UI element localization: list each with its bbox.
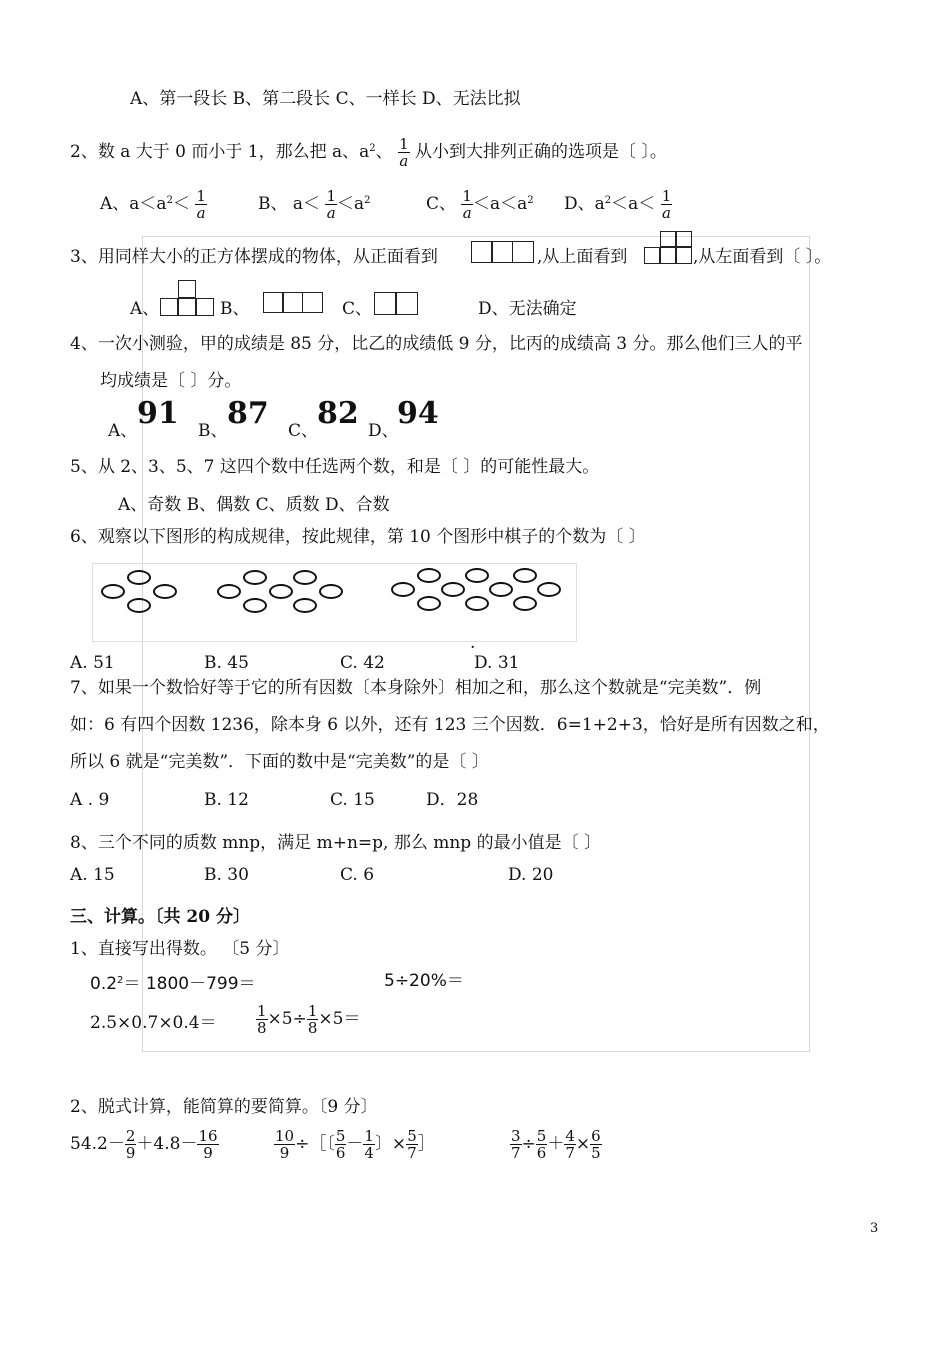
q8-option-a: A. 15 [70, 865, 115, 885]
q4-label-d: D、 [368, 421, 399, 441]
q3-option-c: C、 [342, 299, 373, 319]
section-3-sub-1: 1、直接写出得数。 〔5 分〕 [70, 939, 290, 959]
q5-stem: 5、从 2、3、5、7 这四个数中任选两个数，和是〔 〕的可能性最大。 [70, 457, 600, 477]
q3-option-c-figure [375, 292, 418, 315]
q4-value-a: 91 [137, 396, 179, 431]
q3-option-a-figure [160, 280, 214, 316]
q6-option-d: D. 31 [474, 653, 520, 673]
q4-value-b: 87 [227, 396, 269, 431]
background-frame [142, 236, 810, 1052]
q7-option-c: C. 15 [330, 790, 375, 810]
q6-stem: 6、观察以下图形的构成规律，按此规律，第 10 个图形中棋子的个数为〔 〕 [70, 527, 646, 547]
q7-option-d: D．28 [426, 790, 479, 810]
q3-option-d: D、无法确定 [478, 299, 577, 319]
q4-label-c: C、 [288, 421, 319, 441]
section-3-title: 三、计算。〔共 20 分〕 [70, 907, 250, 927]
q3-top-view-figure [644, 231, 692, 265]
q3-option-b-figure [264, 292, 323, 313]
q6-option-a: A. 51 [70, 653, 115, 673]
q1-options: A、第一段长 B、第二段长 C、一样长 D、无法比拟 [130, 89, 521, 109]
q3-option-b: B、 [220, 299, 250, 319]
q6-dot: . [470, 633, 476, 653]
q8-option-b: B. 30 [204, 865, 249, 885]
q4-label-b: B、 [198, 421, 228, 441]
q7-line-1: 7、如果一个数恰好等于它的所有因数〔本身除外〕相加之和，那么这个数就是“完美数”．例 [70, 678, 762, 698]
q4-label-a: A、 [108, 421, 138, 441]
calc-row-2-b: $\frac{1}{8}$ ×5÷ $\frac{1}{8}$ ×5＝ [257, 1002, 361, 1037]
q7-option-a: A . 9 [70, 790, 110, 810]
q8-stem: 8、三个不同的质数 mnp，满足 m+n=p, 那么 mnp 的最小值是〔 〕 [70, 833, 601, 853]
q7-line-2: 如：6 有四个因数 1236，除本身 6 以外，还有 123 三个因数．6=1+2+3，恰好是所有因数之和， [70, 715, 830, 735]
q7-option-b: B. 12 [204, 790, 249, 810]
calc-row-1-c: 5÷20%＝ [384, 971, 464, 991]
q8-option-d: D. 20 [508, 865, 554, 885]
q6-option-c: C. 42 [340, 653, 385, 673]
section-3-sub-2: 2、脱式计算，能简算的要简算。〔9 分〕 [70, 1097, 378, 1117]
q6-pattern-figures [92, 563, 577, 642]
q4-line-2: 均成绩是〔 〕分。 [100, 371, 242, 391]
q8-option-c: C. 6 [340, 865, 375, 885]
q4-line-1: 4、一次小测验，甲的成绩是 85 分，比乙的成绩低 9 分，比丙的成绩高 3 分。那么他们三人的平 [70, 334, 803, 354]
q4-value-c: 82 [317, 396, 359, 431]
q6-option-b: B. 45 [204, 653, 249, 673]
expr-1: 54.2－ $\frac{2}{9}$ ＋4.8－ $\frac{16}{9}$ [70, 1127, 218, 1162]
q5-options: A、奇数 B、偶数 C、质数 D、合数 [118, 495, 390, 515]
q2-option-b: B、 a＜ $\frac{1}{a}$ $<a^2$ [258, 187, 371, 222]
q2-option-d: D、$a^2<a<$ $\frac{1}{a}$ [564, 187, 672, 222]
q3-stem-a: 3、用同样大小的正方体摆成的物体，从正面看到 [70, 247, 438, 267]
expr-3: $\frac{3}{7}$ ÷ $\frac{5}{6}$ ＋ $\frac{4}{7}$ × $\frac{6}{5}$ [511, 1127, 601, 1162]
q3-stem-c: ,从左面看到〔 〕。 [693, 247, 832, 267]
q3-stem-b: ,从上面看到 [537, 247, 628, 267]
q7-line-3: 所以 6 就是“完美数”．下面的数中是“完美数”的是〔 〕 [70, 752, 489, 772]
calc-row-2-a: 2.5×0.7×0.4＝ [90, 1013, 217, 1033]
calc-row-1-a: $0.2^2= 1800-799=$ [90, 974, 256, 994]
q3-option-a: A、 [130, 299, 160, 319]
q2-option-c: C、 $\frac{1}{a}$ $<a<a^2$ [426, 187, 534, 222]
expr-2: $\frac{10}{9}$ ÷［〔 $\frac{5}{6}$ － $\frac{1}{4}$ 〕× $\frac{5}{7}$ ］ [275, 1127, 435, 1162]
page-number: 3 [870, 1221, 879, 1236]
q3-front-view-figure [472, 241, 534, 263]
q4-value-d: 94 [397, 396, 439, 431]
q2-option-a: A、$a<a^2<$ $\frac{1}{a}$ [100, 187, 206, 222]
q2-stem: 2、数 a 大于 0 而小于 1，那么把 a、$a^2$、 $\frac{1}{a}$ 从小到大排列正确的选项是〔 〕。 [70, 135, 667, 170]
